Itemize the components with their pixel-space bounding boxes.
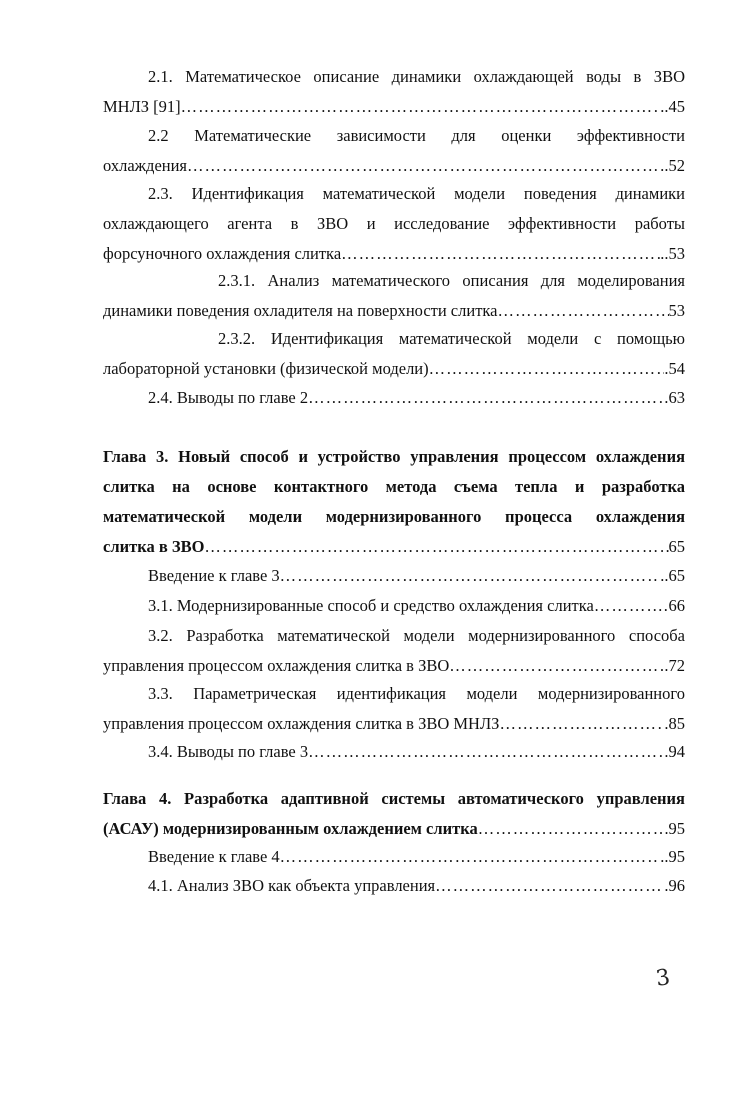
toc-line: охлаждающего агента в ЗВО и исследование эффективности работы bbox=[103, 214, 685, 233]
dot-leader bbox=[308, 383, 668, 413]
toc-page-number: .85 bbox=[664, 714, 685, 733]
dot-leader bbox=[499, 709, 664, 739]
toc-page-number: 65 bbox=[668, 537, 685, 556]
toc-text: МНЛЗ [91] bbox=[103, 97, 181, 116]
dot-leader bbox=[449, 651, 664, 681]
toc-page-number: .54 bbox=[664, 359, 685, 378]
toc-text: 4.1. Анализ ЗВО как объекта управления bbox=[148, 876, 436, 895]
toc-last-line bbox=[103, 354, 685, 384]
toc-text: (АСАУ) модернизированным охлаждением слитка bbox=[103, 819, 478, 838]
toc-last-line bbox=[103, 92, 685, 122]
toc-entry-3-2 bbox=[103, 621, 685, 681]
toc-page-number: 63 bbox=[668, 388, 685, 407]
dot-leader bbox=[308, 737, 664, 767]
toc-last-line bbox=[103, 383, 685, 413]
toc-text: 3.1. Модернизированные способ и средство охлаждения слитка bbox=[148, 596, 594, 615]
toc-text: Введение к главе 3 bbox=[148, 566, 280, 585]
dot-leader bbox=[429, 354, 665, 384]
toc-last-line bbox=[103, 842, 685, 872]
dot-leader bbox=[478, 814, 669, 844]
toc-page-number: ..65 bbox=[660, 566, 685, 585]
dot-leader bbox=[187, 151, 664, 181]
toc-line: 2.2 Математические зависимости для оценки эффективности bbox=[148, 126, 685, 145]
toc-text: Введение к главе 4 bbox=[148, 847, 280, 866]
dot-leader bbox=[181, 92, 661, 122]
toc-entry-intro-4 bbox=[103, 842, 685, 872]
toc-page-number: …66 bbox=[652, 596, 685, 615]
toc-entry-3-3 bbox=[103, 679, 685, 739]
toc-page-number: 95 bbox=[668, 819, 685, 838]
toc-text: форсуночного охлаждения слитка bbox=[103, 244, 342, 263]
toc-line: 2.3.1. Анализ математического описания для моделирования bbox=[218, 271, 685, 290]
dot-leader bbox=[280, 561, 661, 591]
toc-entry-2-3-2 bbox=[103, 324, 685, 384]
toc-entry-intro-3 bbox=[103, 561, 685, 591]
toc-text: слитка в ЗВО bbox=[103, 537, 205, 556]
toc-page-number: .52 bbox=[664, 156, 685, 175]
toc-page-number: 53 bbox=[668, 301, 685, 320]
dot-leader bbox=[280, 842, 661, 872]
toc-last-line bbox=[103, 709, 685, 739]
toc-entry-4-1 bbox=[103, 871, 685, 901]
toc-last-line bbox=[103, 239, 685, 269]
toc-line: 3.3. Параметрическая идентификация модели модернизированного bbox=[148, 684, 685, 703]
toc-last-line bbox=[103, 561, 685, 591]
toc-last-line bbox=[103, 814, 685, 844]
toc-line: математической модели модернизированного процесса охлаждения bbox=[103, 507, 685, 526]
toc-chapter-3 bbox=[103, 442, 685, 562]
toc-entry-2-3 bbox=[103, 179, 685, 269]
toc-line: слитка на основе контактного метода съема тепла и разработка bbox=[103, 477, 685, 496]
dot-leader bbox=[498, 296, 669, 326]
toc-entry-3-4 bbox=[103, 737, 685, 767]
toc-last-line bbox=[103, 532, 685, 562]
toc-line: 2.3.2. Идентификация математической модели с помощью bbox=[218, 329, 685, 348]
toc-last-line bbox=[103, 651, 685, 681]
toc-text: 2.4. Выводы по главе 2 bbox=[148, 388, 309, 407]
toc-line: Глава 3. Новый способ и устройство управления процессом охлаждения bbox=[103, 447, 685, 466]
toc-last-line bbox=[103, 296, 685, 326]
toc-line: 2.1. Математическое описание динамики охлаждающей воды в ЗВО bbox=[148, 67, 685, 86]
toc-last-line bbox=[103, 871, 685, 901]
toc-text: лабораторной установки (физической модели) bbox=[103, 359, 429, 378]
toc-page-number: ..53 bbox=[660, 244, 685, 263]
toc-text: динамики поведения охладителя на поверхности слитка bbox=[103, 301, 498, 320]
toc-entry-2-1 bbox=[103, 62, 685, 122]
toc-page-number: .72 bbox=[664, 656, 685, 675]
toc-entry-2-3-1 bbox=[103, 266, 685, 326]
page-number: 3 bbox=[654, 965, 672, 992]
toc-line: Глава 4. Разработка адаптивной системы автоматического управления bbox=[103, 789, 685, 808]
toc-entry-2-4 bbox=[103, 383, 685, 413]
toc-line: 3.2. Разработка математической модели модернизированного способа bbox=[148, 626, 685, 645]
toc-text: охлаждения bbox=[103, 156, 188, 175]
toc-text: управления процессом охлаждения слитка в ЗВО bbox=[103, 656, 450, 675]
toc-page-number: ..95 bbox=[660, 847, 685, 866]
toc-text: управления процессом охлаждения слитка в ЗВО МНЛЗ bbox=[103, 714, 500, 733]
toc-last-line bbox=[103, 737, 685, 767]
toc-text: 3.4. Выводы по главе 3 bbox=[148, 742, 309, 761]
toc-line: 2.3. Идентификация математической модели поведения динамики bbox=[148, 184, 685, 203]
dot-leader bbox=[341, 239, 660, 269]
toc-page-number: ..45 bbox=[660, 97, 685, 116]
toc-page-number: .94 bbox=[664, 742, 685, 761]
toc-last-line bbox=[103, 591, 685, 621]
dot-leader bbox=[435, 871, 664, 901]
toc-chapter-4 bbox=[103, 784, 685, 844]
toc-entry-2-2 bbox=[103, 121, 685, 181]
dot-leader bbox=[594, 591, 652, 621]
dot-leader bbox=[204, 532, 668, 562]
toc-last-line bbox=[103, 151, 685, 181]
toc-page-number: .96 bbox=[664, 876, 685, 895]
toc-entry-3-1 bbox=[103, 591, 685, 621]
